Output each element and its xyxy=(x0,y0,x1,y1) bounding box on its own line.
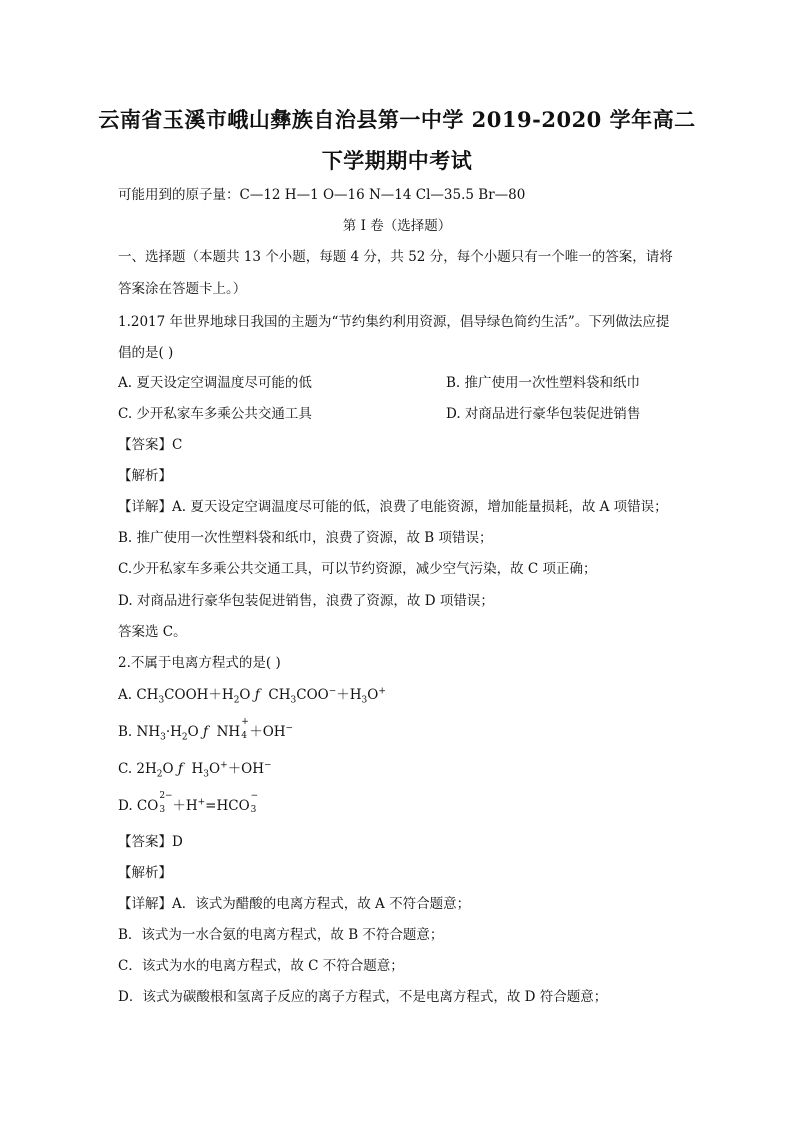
section-instructions-line1: 一、选择题（本题共 13 个小题，每题 4 分，共 52 分，每个小题只有一个唯一的答案，请将 xyxy=(118,249,673,265)
q2-option-c: C. $2H_2O$ ƒ $H_3O^++OH^-$ xyxy=(118,760,272,780)
section-instructions-line2: 答案涂在答题卡上。） xyxy=(118,281,247,297)
q2-option-d: D. CO 2− 3 ＋H+=HCO − 3 xyxy=(118,791,259,815)
q2-detail-c: C．该式为水的电离方程式，故 C 不符合题意； xyxy=(118,958,404,974)
equilibrium-arrow-icon: ƒ xyxy=(203,724,209,740)
q2-detail-b: B．该式为一水合氨的电离方程式，故 B 不符合题意； xyxy=(118,927,444,943)
q1-detail-b: B. 推广使用一次性塑料袋和纸巾，浪费了资源，故 B 项错误； xyxy=(118,530,493,546)
q1-conclusion: 答案选 C。 xyxy=(118,624,187,640)
q2-answer: 【答案】D xyxy=(118,834,183,850)
q2-option-a: A. $CH_3COOH+H_2O$ ƒ $CH_3COO^-+H_3O^+$ xyxy=(118,686,386,706)
exam-title-line2: 下学期期中考试 xyxy=(321,148,473,173)
q2-stem: 2.不属于电离方程式的是( ) xyxy=(118,655,281,671)
q2-option-b: B. $NH_3\cdot H_2O$ ƒ NH + 4 ＋OH− xyxy=(118,717,294,743)
q2-detail-d: D．该式为碳酸根和氢离子反应的离子方程式，不是电离方程式，故 D 符合题意； xyxy=(118,989,608,1005)
equilibrium-arrow-icon: ƒ xyxy=(177,761,183,777)
q2-analysis-label: 【解析】 xyxy=(118,865,172,881)
q1-stem-line1: 1.2017 年世界地球日我国的主题为“节约集约利用资源，倡导绿色简约生活”。下列做法应提 xyxy=(118,314,670,330)
q1-option-c: C. 少开私家车多乘公共交通工具 xyxy=(118,406,312,422)
q1-option-b: B. 推广使用一次性塑料袋和纸巾 xyxy=(446,375,641,391)
q1-stem-line2: 倡的是( ) xyxy=(118,345,174,361)
q1-analysis-label: 【解析】 xyxy=(118,468,172,484)
q1-detail-c: C.少开私家车多乘公共交通工具，可以节约资源，减少空气污染，故 C 项正确； xyxy=(118,561,597,577)
atomic-masses: 可能用到的原子量：C—12 H—1 O—16 N—14 Cl—35.5 Br—80 xyxy=(118,187,526,203)
volume-title: 第 I 卷（选择题） xyxy=(342,218,452,234)
q1-option-d: D. 对商品进行豪华包装促进销售 xyxy=(446,406,641,422)
q1-detail-d: D. 对商品进行豪华包装促进销售，浪费了资源，故 D 项错误； xyxy=(118,593,494,609)
q1-detail-a: 【详解】A. 夏天设定空调温度尽可能的低，浪费了电能资源，增加能量损耗，故 A 项错误； xyxy=(118,499,668,515)
equilibrium-arrow-icon: ƒ xyxy=(254,687,260,703)
q1-answer: 【答案】C xyxy=(118,437,183,453)
q2-detail-a: 【详解】A．该式为醋酸的电离方程式，故 A 不符合题意； xyxy=(118,896,471,912)
q1-option-a: A. 夏天设定空调温度尽可能的低 xyxy=(118,375,312,391)
exam-title-line1: 云南省玉溪市峨山彝族自治县第一中学 2019-2020 学年高二 xyxy=(98,107,696,132)
